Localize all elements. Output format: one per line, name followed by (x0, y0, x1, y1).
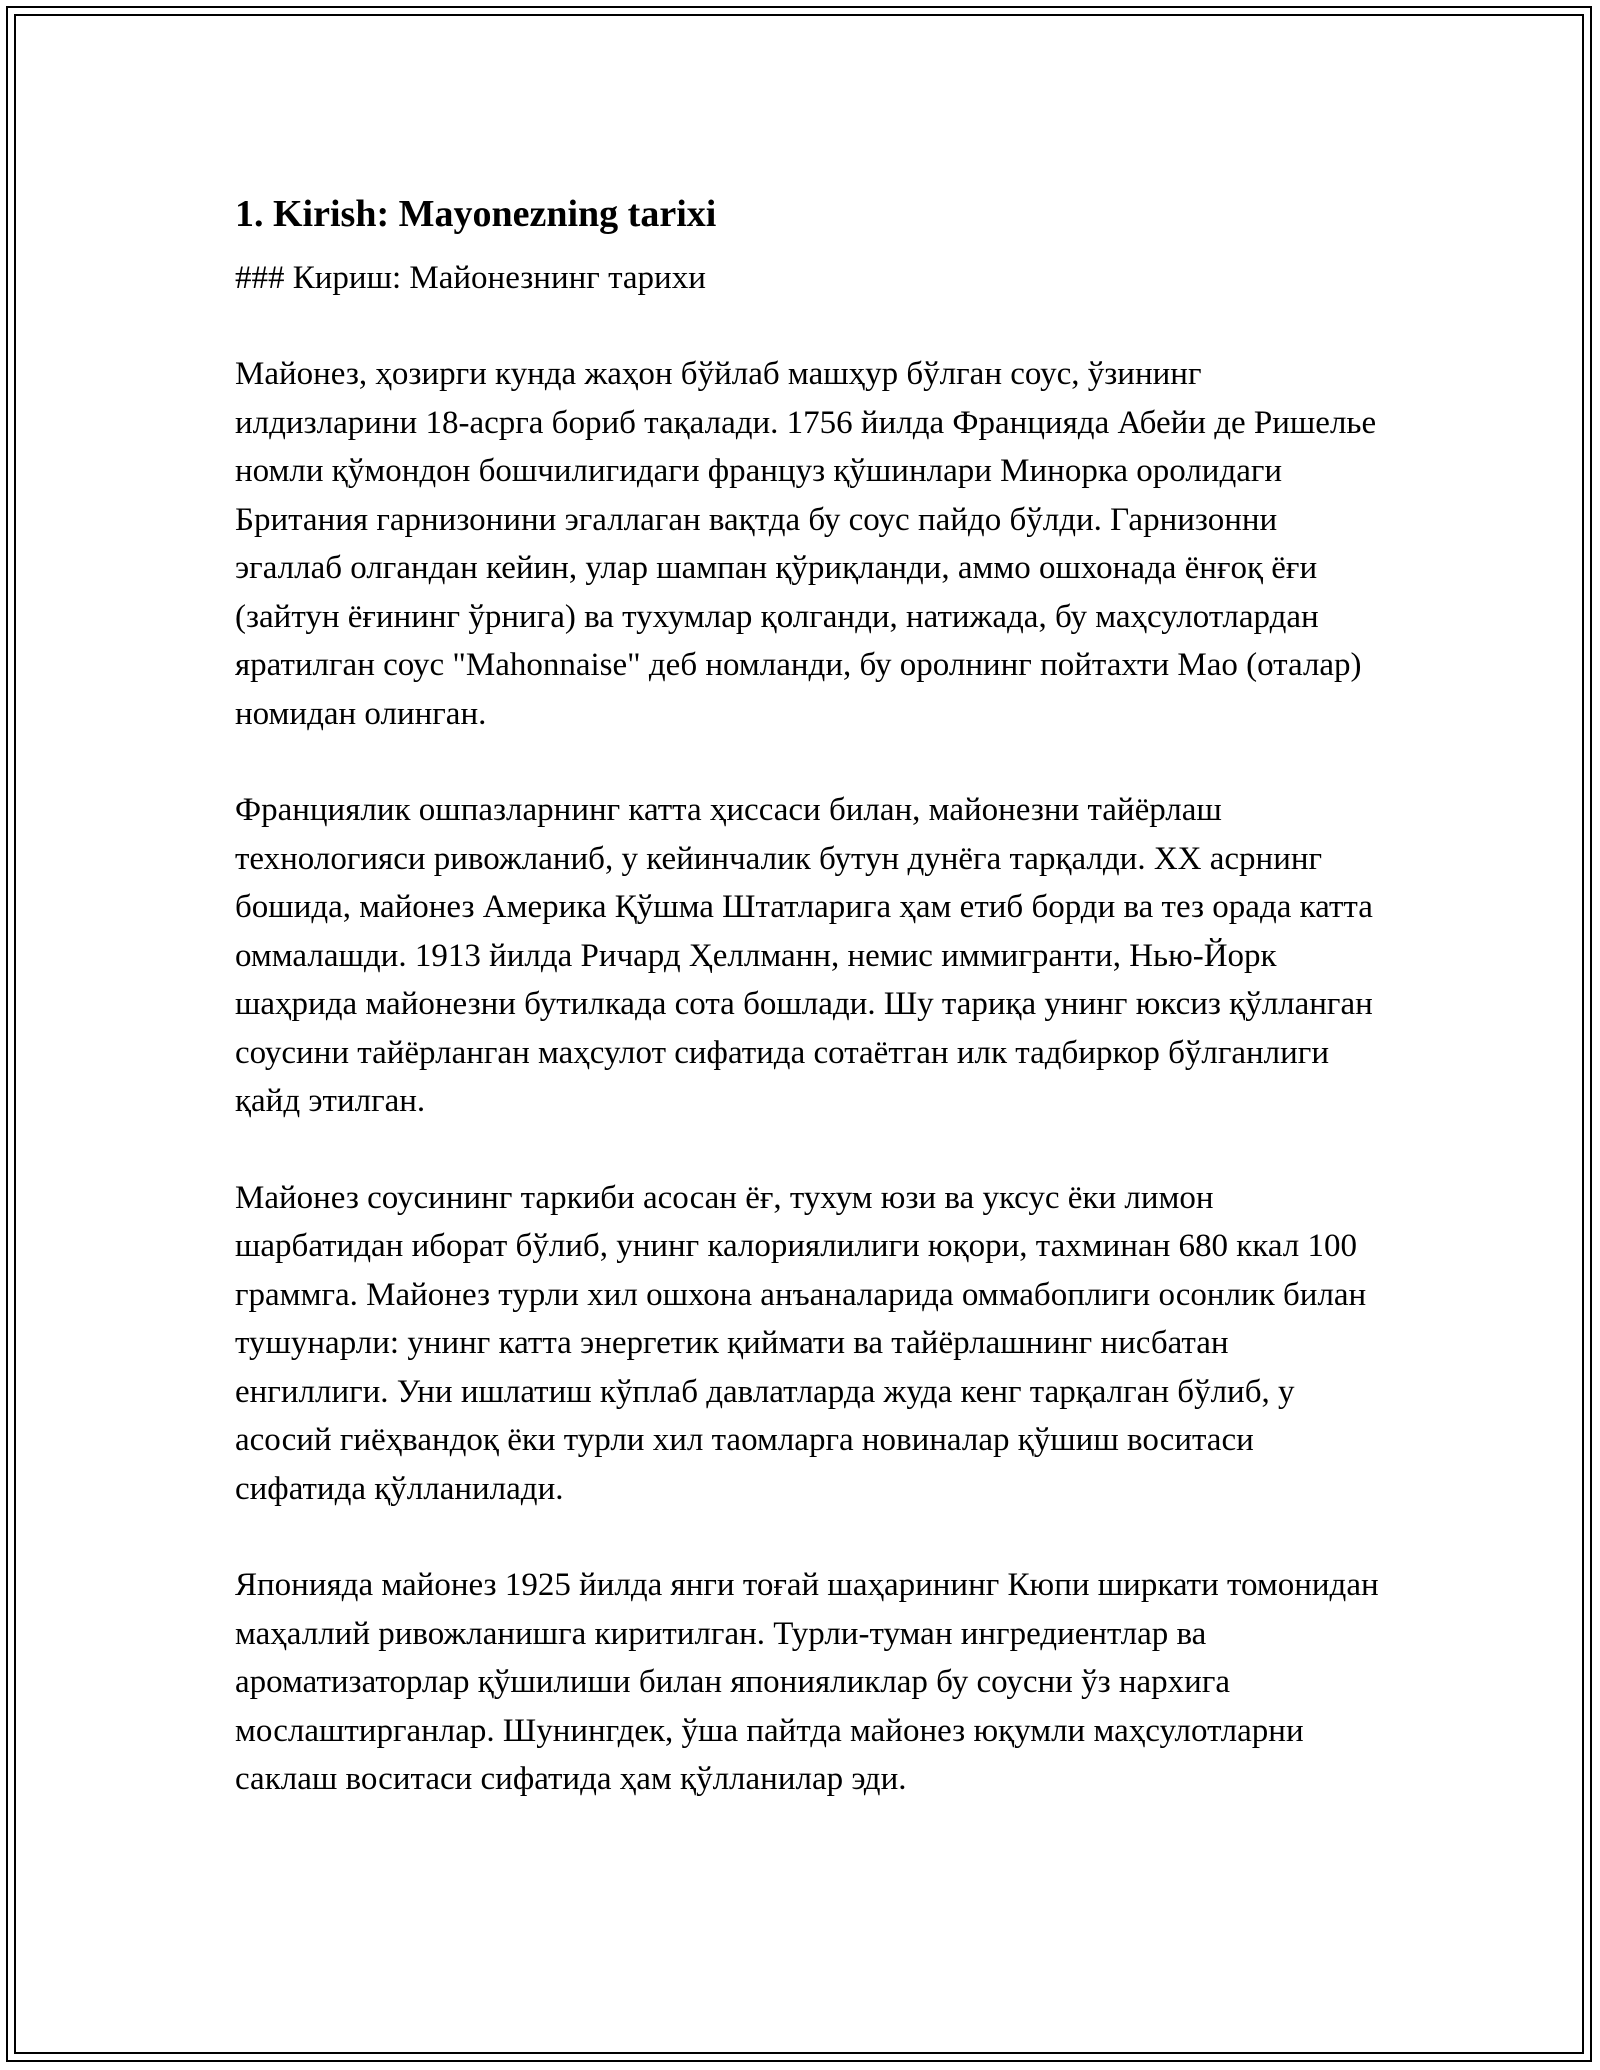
paragraph-1: Майонез, ҳозирги кунда жаҳон бўйлаб машҳур бўлган соус, ўзининг илдизларини 18-асрга бориб тақалади. 1756 йилда Францияда Абейи де Ришелье номли қўмондон бошчилигидаги француз қўшинлари Минорка оролидаги Британия гарнизонини эгаллаган вақтда бу соус пайдо бўлди. Гарнизонни эгаллаб олгандан кейин, улар шампан қўриқланди, аммо ошхонада ёнғоқ ёғи (зайтун ёғининг ўрнига) ва тухумлар қолганди, натижада, бу маҳсулотлардан яратилган соус "Mahonnaise" деб номланди, бу оролнинг пойтахти Мао (оталар) номидан олинган. (235, 356, 1377, 732)
document-title: 1. Kirish: Mayonezning tarixi (235, 193, 717, 235)
document-body (235, 188, 1385, 1852)
paragraph-4: Японияда майонез 1925 йилда янги тоғай шаҳарининг Кюпи ширкати томонидан маҳаллий ривожланишга киритилган. Турли-туман ингредиентлар ва ароматизаторлар қўшилиши билан японияликлар бу соусни ўз нархига мослаштирганлар. Шунингдек, ўша пайтда майонез юқумли маҳсулотларни саклаш воситаси сифатида ҳам қўлланилар эди. (235, 1567, 1379, 1797)
paragraph-3: Майонез соусининг таркиби асосан ёғ, тухум юзи ва уксус ёки лимон шарбатидан иборат бўлиб, унинг калориялилиги юқори, тахминан 680 ккал 100 граммга. Майонез турли хил ошхона анъаналарида оммабоплиги осонлик билан тушунарли: унинг катта энергетик қиймати ва тайёрлашнинг нисбатан енгиллиги. Уни ишлатиш кўплаб давлатларда жуда кенг тарқалган бўлиб, у асосий гиёҳвандоқ ёки турли хил таомларга новиналар қўшиш воситаси сифатида қўлланилади. (235, 1179, 1367, 1507)
section-subheading: ### Кириш: Майонезнинг тарихи (235, 260, 706, 296)
paragraph-2: Франциялик ошпазларнинг катта ҳиссаси билан, майонезни тайёрлаш технологияси ривожланиб, у кейинчалик бутун дунёга тарқалди. XX асрнинг бошида, майонез Америка Қўшма Штатларига ҳам етиб борди ва тез орада катта оммалашди. 1913 йилда Ричард Ҳеллманн, немис иммигранти, Нью-Йорк шаҳрида майонезни бутилкада сота бошлади. Шу тариқа унинг юксиз қўлланган соусини тайёрланган маҳсулот сифатида сотаётган илк тадбиркор бўлганлиги қайд этилган. (235, 792, 1373, 1119)
